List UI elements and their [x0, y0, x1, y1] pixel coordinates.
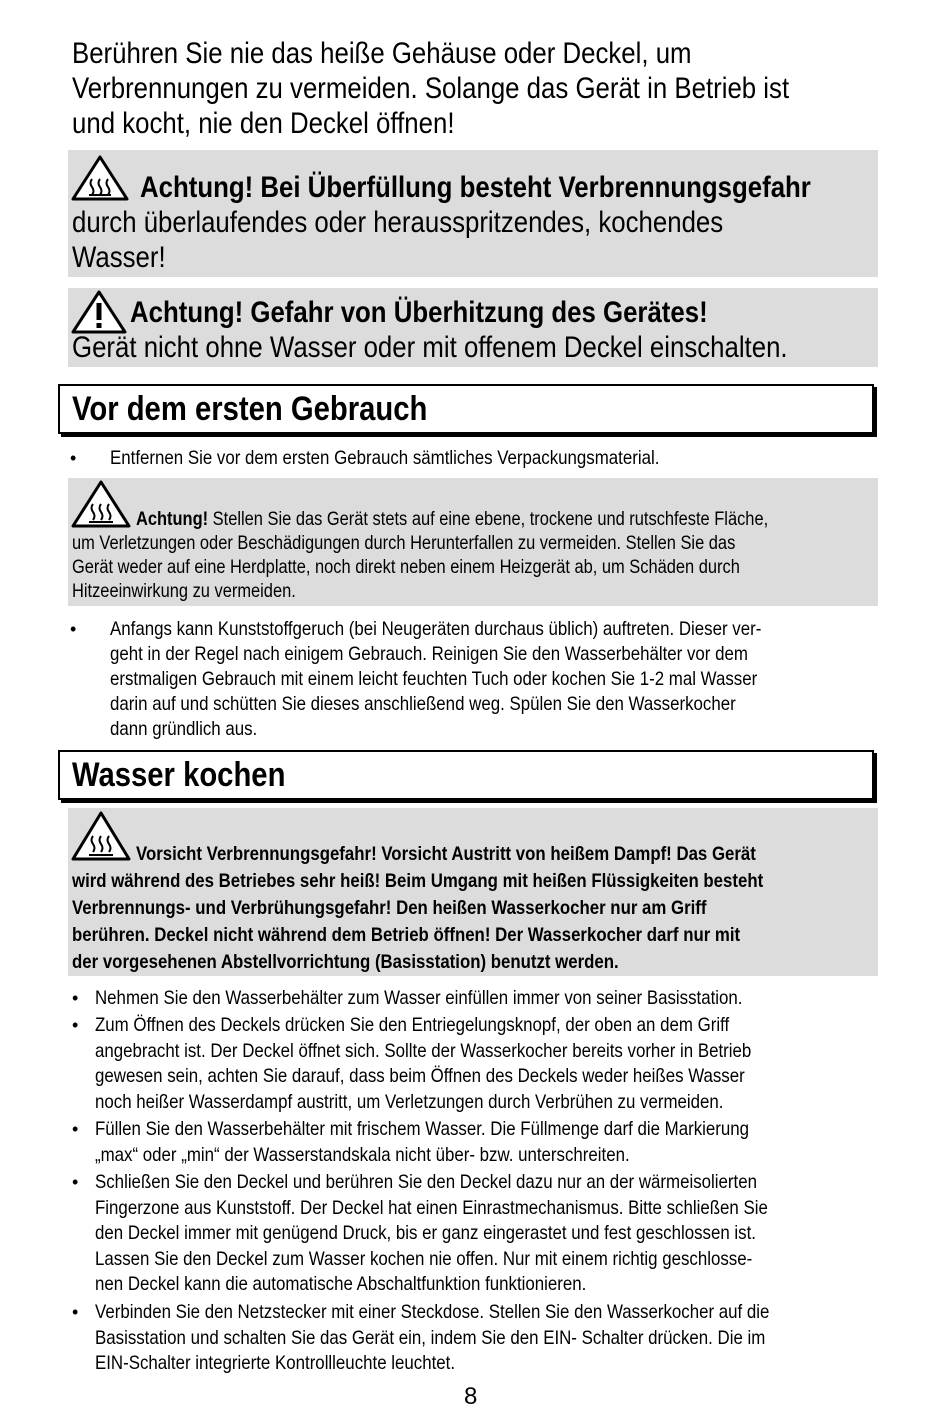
warning-text-line: berühren. Deckel nicht während dem Betrieb öffnen! Der Wasserkocher darf nur mit: [72, 924, 741, 946]
bullet-dot: •: [72, 1302, 79, 1322]
list-item-text: nen Deckel kann die automatische Abschaltfunktion funktionieren.: [95, 1273, 587, 1295]
warning-text-line: Gerät nicht ohne Wasser oder mit offenem Deckel einschalten.: [72, 331, 788, 364]
list-item-text: darin auf und schütten Sie dieses anschließend weg. Spülen Sie den Wasserkocher: [110, 693, 736, 715]
warning-text-line: Gerät weder auf eine Herdplatte, noch direkt neben einem Heizgerät ab, um Schäden durch: [72, 557, 740, 578]
list-item-text: Fingerzone aus Kunststoff. Der Deckel hat einen Einrastmechanismus. Bitte schließen Sie: [95, 1196, 768, 1219]
section-title: Vor dem ersten Gebrauch: [72, 390, 428, 428]
warning-heading: Achtung! Gefahr von Überhitzung des Gerätes!: [130, 296, 708, 329]
warning-text-line: Verbrennungs- und Verbrühungsgefahr! Den heißen Wasserkocher nur am Griff: [72, 897, 707, 919]
warning-text-line: der vorgesehenen Abstellvorrichtung (Basisstation) benutzt werden.: [72, 951, 619, 973]
section-heading-boil-water: [58, 750, 874, 800]
warning-text-line: durch überlaufendes oder herausspritzendes, kochendes: [72, 206, 724, 239]
list-item-text: den Deckel immer mit genügend Druck, bis er ganz eingerastet und fest geschlossen ist.: [95, 1222, 756, 1244]
warning-box-overheat: [68, 288, 878, 367]
bullet-dot: •: [70, 619, 77, 639]
warning-text-line: Stellen Sie das Gerät stets auf eine ebene, trockene und rutschfeste Fläche,: [208, 509, 769, 530]
list-item-text: Entfernen Sie vor dem ersten Gebrauch sämtliches Verpackungsmaterial.: [110, 447, 660, 469]
list-item-text: EIN-Schalter integrierte Kontrollleuchte leuchtet.: [95, 1352, 456, 1374]
list-item-text: Füllen Sie den Wasserbehälter mit frischem Wasser. Die Füllmenge darf die Markierung: [95, 1118, 750, 1140]
warning-text-line: um Verletzungen oder Beschädigungen durch Herunterfallen zu vermeiden. Stellen Sie das: [72, 533, 736, 554]
warning-heading: Achtung! Bei Überfüllung besteht Verbrennungsgefahr: [140, 171, 811, 204]
intro-paragraph: [72, 36, 906, 141]
warning-text-line: Vorsicht Verbrennungsgefahr! Vorsicht Austritt von heißem Dampf! Das Gerät: [136, 843, 756, 865]
bullet-dot: •: [70, 448, 77, 468]
warning-text-line: wird während des Betriebes sehr heiß! Beim Umgang mit heißen Flüssigkeiten besteht: [72, 870, 764, 892]
warning-label: Achtung!: [136, 509, 209, 530]
list-item-text: „max“ oder „min“ der Wasserstandskala nicht über- bzw. unterschreiten.: [95, 1143, 630, 1166]
hot-surface-warning-icon: [71, 811, 131, 861]
list-item-text: Nehmen Sie den Wasserbehälter zum Wasser einfüllen immer von seiner Basisstation.: [95, 987, 743, 1009]
warning-box-placement: [68, 478, 878, 606]
list-item-text: Schließen Sie den Deckel und berühren Sie den Deckel dazu nur an der wärmeisolierten: [95, 1171, 757, 1193]
intro-line: Berühren Sie nie das heiße Gehäuse oder Deckel, um: [72, 37, 692, 70]
page-number: 8: [464, 1383, 478, 1410]
list-item-text: Basisstation und schalten Sie das Gerät ein, indem Sie den EIN- Schalter drücken. Die im: [95, 1326, 766, 1349]
list-item-text: gewesen sein, achten Sie darauf, dass beim Öffnen des Deckels weder heißes Wasser: [95, 1065, 745, 1087]
warning-text-line: Wasser!: [72, 241, 166, 274]
list-item-text: Verbinden Sie den Netzstecker mit einer Steckdose. Stellen Sie den Wasserkocher auf die: [95, 1301, 770, 1323]
list-item-text: dann gründlich aus.: [110, 718, 258, 740]
hot-surface-warning-icon: [71, 480, 131, 528]
exclamation-warning-icon: [71, 290, 127, 334]
intro-line: Verbrennungen zu vermeiden. Solange das Gerät in Betrieb ist: [72, 72, 790, 105]
bullet-dot: •: [72, 1172, 79, 1192]
section-heading-first-use: [58, 384, 874, 434]
list-item-text: noch heißer Wasserdampf austritt, um Verletzungen durch Verbrühen zu vermeiden.: [95, 1090, 724, 1113]
intro-line: und kocht, nie den Deckel öffnen!: [72, 107, 455, 140]
list-item-text: geht in der Regel nach einigem Gebrauch. Reinigen Sie den Wasserbehälter vor dem: [110, 643, 748, 665]
bullet-dot: •: [72, 988, 79, 1008]
list-item-text: Zum Öffnen des Deckels drücken Sie den Entriegelungsknopf, der oben an dem Griff: [95, 1014, 730, 1036]
hot-surface-warning-icon: [71, 155, 129, 201]
warning-box-overfill: [68, 150, 878, 277]
list-item-text: Anfangs kann Kunststoffgeruch (bei Neugeräten durchaus üblich) auftreten. Dieser ver-: [110, 618, 762, 640]
list-item-text: angebracht ist. Der Deckel öffnet sich. Sollte der Wasserkocher bereits vorher in Betrieb: [95, 1039, 752, 1062]
list-item-text: Lassen Sie den Deckel zum Wasser kochen nie offen. Nur mit einem richtig geschlosse-: [95, 1247, 753, 1270]
bullet-dot: •: [72, 1119, 79, 1139]
warning-box-burn-hazard: [68, 808, 878, 976]
bullet-dot: •: [72, 1015, 79, 1035]
warning-text-line: Hitzeeinwirkung zu vermeiden.: [72, 581, 296, 602]
section-title: Wasser kochen: [72, 756, 286, 794]
list-item-text: erstmaligen Gebrauch mit einem leicht feuchten Tuch oder kochen Sie 1-2 mal Wasser: [110, 668, 758, 690]
